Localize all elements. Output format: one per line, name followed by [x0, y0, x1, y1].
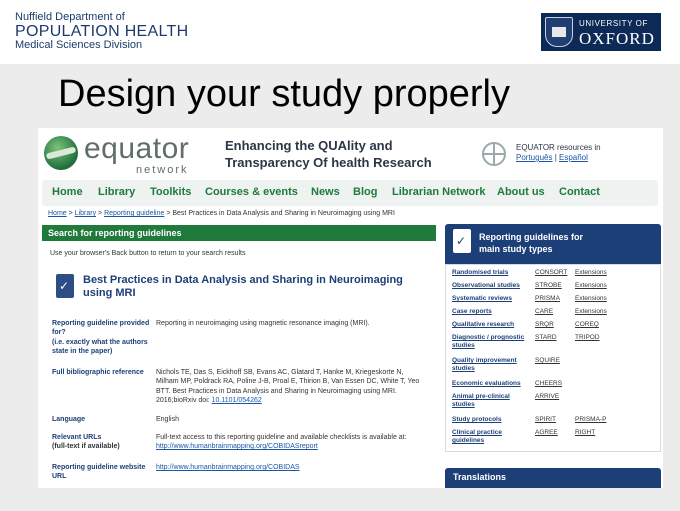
urls-label: [52, 433, 150, 452]
slide-title: Design your study properly: [58, 73, 510, 115]
breadcrumb-guideline[interactable]: Reporting guideline: [104, 210, 165, 217]
language-globe-icon: [482, 142, 506, 166]
oxford-logo: [541, 13, 661, 51]
checklist-document-icon: [56, 274, 74, 298]
guideline-abbr[interactable]: ARRIVE: [535, 393, 560, 400]
guideline-type[interactable]: Randomised trials: [452, 269, 509, 276]
equator-globe-icon: [44, 136, 78, 170]
equator-logo-text[interactable]: equator: [84, 132, 190, 165]
resources-separator: |: [552, 153, 559, 162]
oxford-crest-icon: [545, 17, 573, 47]
guideline-abbr[interactable]: CONSORT: [535, 269, 568, 276]
provided-for-label: [52, 319, 150, 357]
guideline-ext[interactable]: Extensions: [575, 282, 607, 289]
guideline-type[interactable]: Economic evaluations: [452, 380, 521, 387]
guideline-type[interactable]: Animal pre-clinical studies: [452, 393, 510, 409]
guideline-type[interactable]: Case reports: [452, 308, 492, 315]
guideline-abbr[interactable]: SQUIRE: [535, 357, 560, 364]
nav-about-us[interactable]: About us: [497, 186, 545, 198]
dept-line-3: Medical Sciences Division: [15, 39, 143, 52]
reference-label: Full bibliographic reference: [52, 369, 144, 376]
equator-webpage: [38, 128, 663, 488]
guideline-ext[interactable]: Extensions: [575, 295, 607, 302]
link-espanol[interactable]: Español: [559, 153, 588, 162]
nav-blog[interactable]: Blog: [353, 186, 378, 198]
guideline-abbr[interactable]: SPIRIT: [535, 416, 556, 423]
guideline-type[interactable]: Qualitative research: [452, 321, 515, 328]
guideline-abbr[interactable]: PRISMA: [535, 295, 560, 302]
guideline-ext[interactable]: TRIPOD: [575, 334, 600, 341]
translations-header[interactable]: Translations: [445, 468, 661, 488]
provided-for-label-text: Reporting guideline provided for?: [52, 320, 150, 337]
urls-text: Full-text access to this reporting guideline and available checklists is available at:: [156, 434, 407, 441]
reference-text: Nichols TE, Das S, Eickhoff SB, Evans AC, Glatard T, Hanke M, Kriegeskorte N, Milham MP, Poldrack RA, Poline J-B, Proal E, Thirion B, Van Essen DC, White T, Yeo BTT. Best Practices in Data Analysis and Sharing in Neuroimaging using MRI. 2016;bioRxiv doi:: [156, 369, 420, 405]
slide-header: [0, 0, 680, 64]
guideline-type[interactable]: Observational studies: [452, 282, 520, 289]
urls-label-text: Relevant URLs: [52, 434, 102, 441]
urls-link[interactable]: http://www.humanbrainmapping.org/COBIDASreport: [156, 443, 318, 451]
urls-value: [156, 433, 426, 452]
guideline-type[interactable]: Clinical practice guidelines: [452, 429, 502, 445]
language-resources: [516, 143, 601, 163]
guideline-type[interactable]: Study protocols: [452, 416, 502, 423]
provided-for-value: Reporting in neuroimaging using magnetic resonance imaging (MRI).: [156, 320, 370, 327]
search-guidelines-bar[interactable]: Search for reporting guidelines: [42, 225, 436, 241]
sidebar-header: [445, 224, 661, 264]
urls-note: (full-text if available): [52, 443, 120, 451]
breadcrumb: [48, 210, 395, 217]
breadcrumb-sep: >: [164, 210, 173, 217]
guideline-abbr[interactable]: STROBE: [535, 282, 562, 289]
sidebar-checklist-icon: [453, 229, 471, 253]
guideline-ext[interactable]: COREQ: [575, 321, 599, 328]
nav-library[interactable]: Library: [98, 186, 136, 198]
reference-value: [156, 368, 426, 406]
nav-news[interactable]: News: [311, 186, 340, 198]
guideline-abbr[interactable]: STARD: [535, 334, 557, 341]
guideline-abbr[interactable]: SRQR: [535, 321, 554, 328]
dept-line-2: POPULATION HEALTH: [15, 22, 189, 40]
link-portugues[interactable]: Português: [516, 153, 553, 162]
guideline-title: Best Practices in Data Analysis and Sharing in Neuroimaging using MRI: [83, 274, 403, 300]
guideline-ext[interactable]: Extensions: [575, 308, 607, 315]
breadcrumb-sep: >: [66, 210, 75, 217]
sidebar-title-line-1: Reporting guidelines for: [479, 232, 584, 242]
guideline-type[interactable]: Quality improvement studies: [452, 357, 517, 373]
equator-logo-subtext: network: [136, 164, 189, 176]
provided-for-note: (i.e. exactly what the authors state in the paper): [52, 338, 148, 356]
breadcrumb-home[interactable]: Home: [48, 210, 67, 217]
guideline-ext[interactable]: PRISMA-P: [575, 416, 607, 423]
tagline-line-2: Transparency Of health Research: [225, 154, 432, 170]
website-link[interactable]: http://www.humanbrainmapping.org/COBIDAS: [156, 464, 300, 471]
nav-toolkits[interactable]: Toolkits: [150, 186, 192, 198]
guideline-abbr[interactable]: CARE: [535, 308, 554, 315]
guideline-type[interactable]: Diagnostic / prognostic studies: [452, 334, 525, 350]
language-label: Language: [52, 416, 86, 423]
dept-line-1: Nuffield Department of: [15, 11, 125, 23]
guideline-type[interactable]: Systematic reviews: [452, 295, 512, 302]
guideline-ext[interactable]: RIGHT: [575, 429, 596, 436]
language-value: English: [156, 416, 179, 423]
nav-librarian-network[interactable]: Librarian Network: [392, 186, 486, 198]
breadcrumb-library[interactable]: Library: [74, 210, 97, 217]
guidelines-list: [445, 264, 661, 452]
sidebar-title: [479, 232, 583, 255]
nav-contact[interactable]: Contact: [559, 186, 600, 198]
sidebar-title-line-2: main study types: [479, 243, 553, 254]
breadcrumb-current: Best Practices in Data Analysis and Sharing in Neuroimaging using MRI: [172, 210, 395, 217]
nav-courses-events[interactable]: Courses & events: [205, 186, 298, 198]
nav-home[interactable]: Home: [52, 186, 83, 198]
oxford-small-text: UNIVERSITY OF: [579, 19, 648, 28]
website-value: [156, 463, 426, 472]
guideline-abbr[interactable]: CHEERS: [535, 380, 563, 387]
back-note: Use your browser's Back button to return to your search results: [50, 250, 246, 257]
guideline-abbr[interactable]: AGREE: [535, 429, 558, 436]
website-label: Reporting guideline website URL: [52, 464, 146, 481]
oxford-big-text: OXFORD: [579, 29, 655, 48]
main-nav: [42, 180, 658, 206]
guideline-ext[interactable]: Extensions: [575, 269, 607, 276]
breadcrumb-sep: >: [96, 210, 105, 217]
site-tagline: [225, 138, 432, 172]
reference-doi-link[interactable]: 10.1101/054262: [211, 397, 262, 405]
tagline-line-1: Enhancing the QUAlity and: [225, 138, 393, 153]
resources-text: EQUATOR resources in: [516, 143, 601, 152]
ndph-logo: [15, 12, 188, 52]
